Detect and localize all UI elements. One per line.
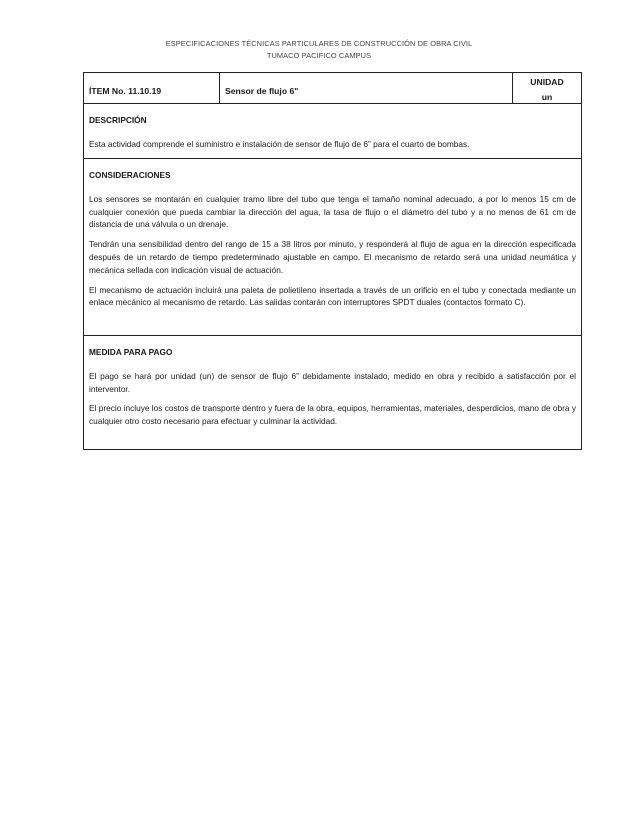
description-title: DESCRIPCIÓN — [89, 115, 147, 125]
considerations-section — [84, 159, 581, 336]
payment-section — [84, 336, 581, 449]
considerations-paragraph: El mecanismo de actuación incluirá una paleta de polietileno insertada a través de un orificio en el tubo y conectada mediante un enlace mecánico al mecanismo de retardo. Las salidas contarán con interruptores SPDT duales (contactos formato C). — [89, 284, 576, 308]
header-subtitle: TUMACO PACIFICO CAMPUS — [266, 51, 372, 60]
document-header — [0, 38, 638, 62]
unit-cell — [513, 73, 581, 103]
unit-value: un — [541, 92, 553, 102]
specification-table — [83, 72, 582, 450]
unit-label: UNIDAD — [530, 77, 564, 87]
item-name: Sensor de flujo 6" — [220, 73, 513, 103]
considerations-paragraph: Tendrán una sensibilidad dentro del rango de 15 a 38 litros por minuto, y responderá al flujo de agua en la dirección especificada después de un retardo de tiempo predeterminado ajustable en campo. El mecanismo de retardo será una unidad neumática y mecánica sellada con indicación visual de actuación. — [89, 239, 576, 275]
item-number: ÍTEM No. 11.10.19 — [84, 73, 220, 103]
payment-paragraph: El pago se hará por unidad (un) de sensor de flujo 6” debidamente instalado, medido en obra y recibido a satisfacción por el interventor. — [89, 370, 576, 394]
description-section — [84, 104, 581, 159]
considerations-title: CONSIDERACIONES — [89, 170, 171, 180]
payment-paragraph: El precio incluye los costos de transporte dentro y fuera de la obra, equipos, herramientas, materiales, desperdicios, mano de obra y cualquier otro costo necesario para efectuar y culminar la actividad. — [89, 403, 576, 427]
header-title: ESPECIFICACIONES TÉCNICAS PARTICULARES DE CONSTRUCCIÓN DE OBRA CIVIL — [165, 39, 473, 48]
payment-title: MEDIDA PARA PAGO — [89, 347, 173, 357]
item-row — [84, 73, 581, 104]
considerations-paragraph: Los sensores se montarán en cualquier tramo libre del tubo que tenga el tamaño nominal adecuado, a por lo menos 15 cm de cualquier conexión que pueda cambiar la dirección del agua, la tasa de flujo o el diámetro del tubo y a no menos de 61 cm de distancia de una válvula o un drenaje. — [89, 193, 576, 230]
description-text: Esta actividad comprende el suministro e instalación de sensor de flujo de 6” para el cuarto de bombas. — [89, 138, 470, 149]
